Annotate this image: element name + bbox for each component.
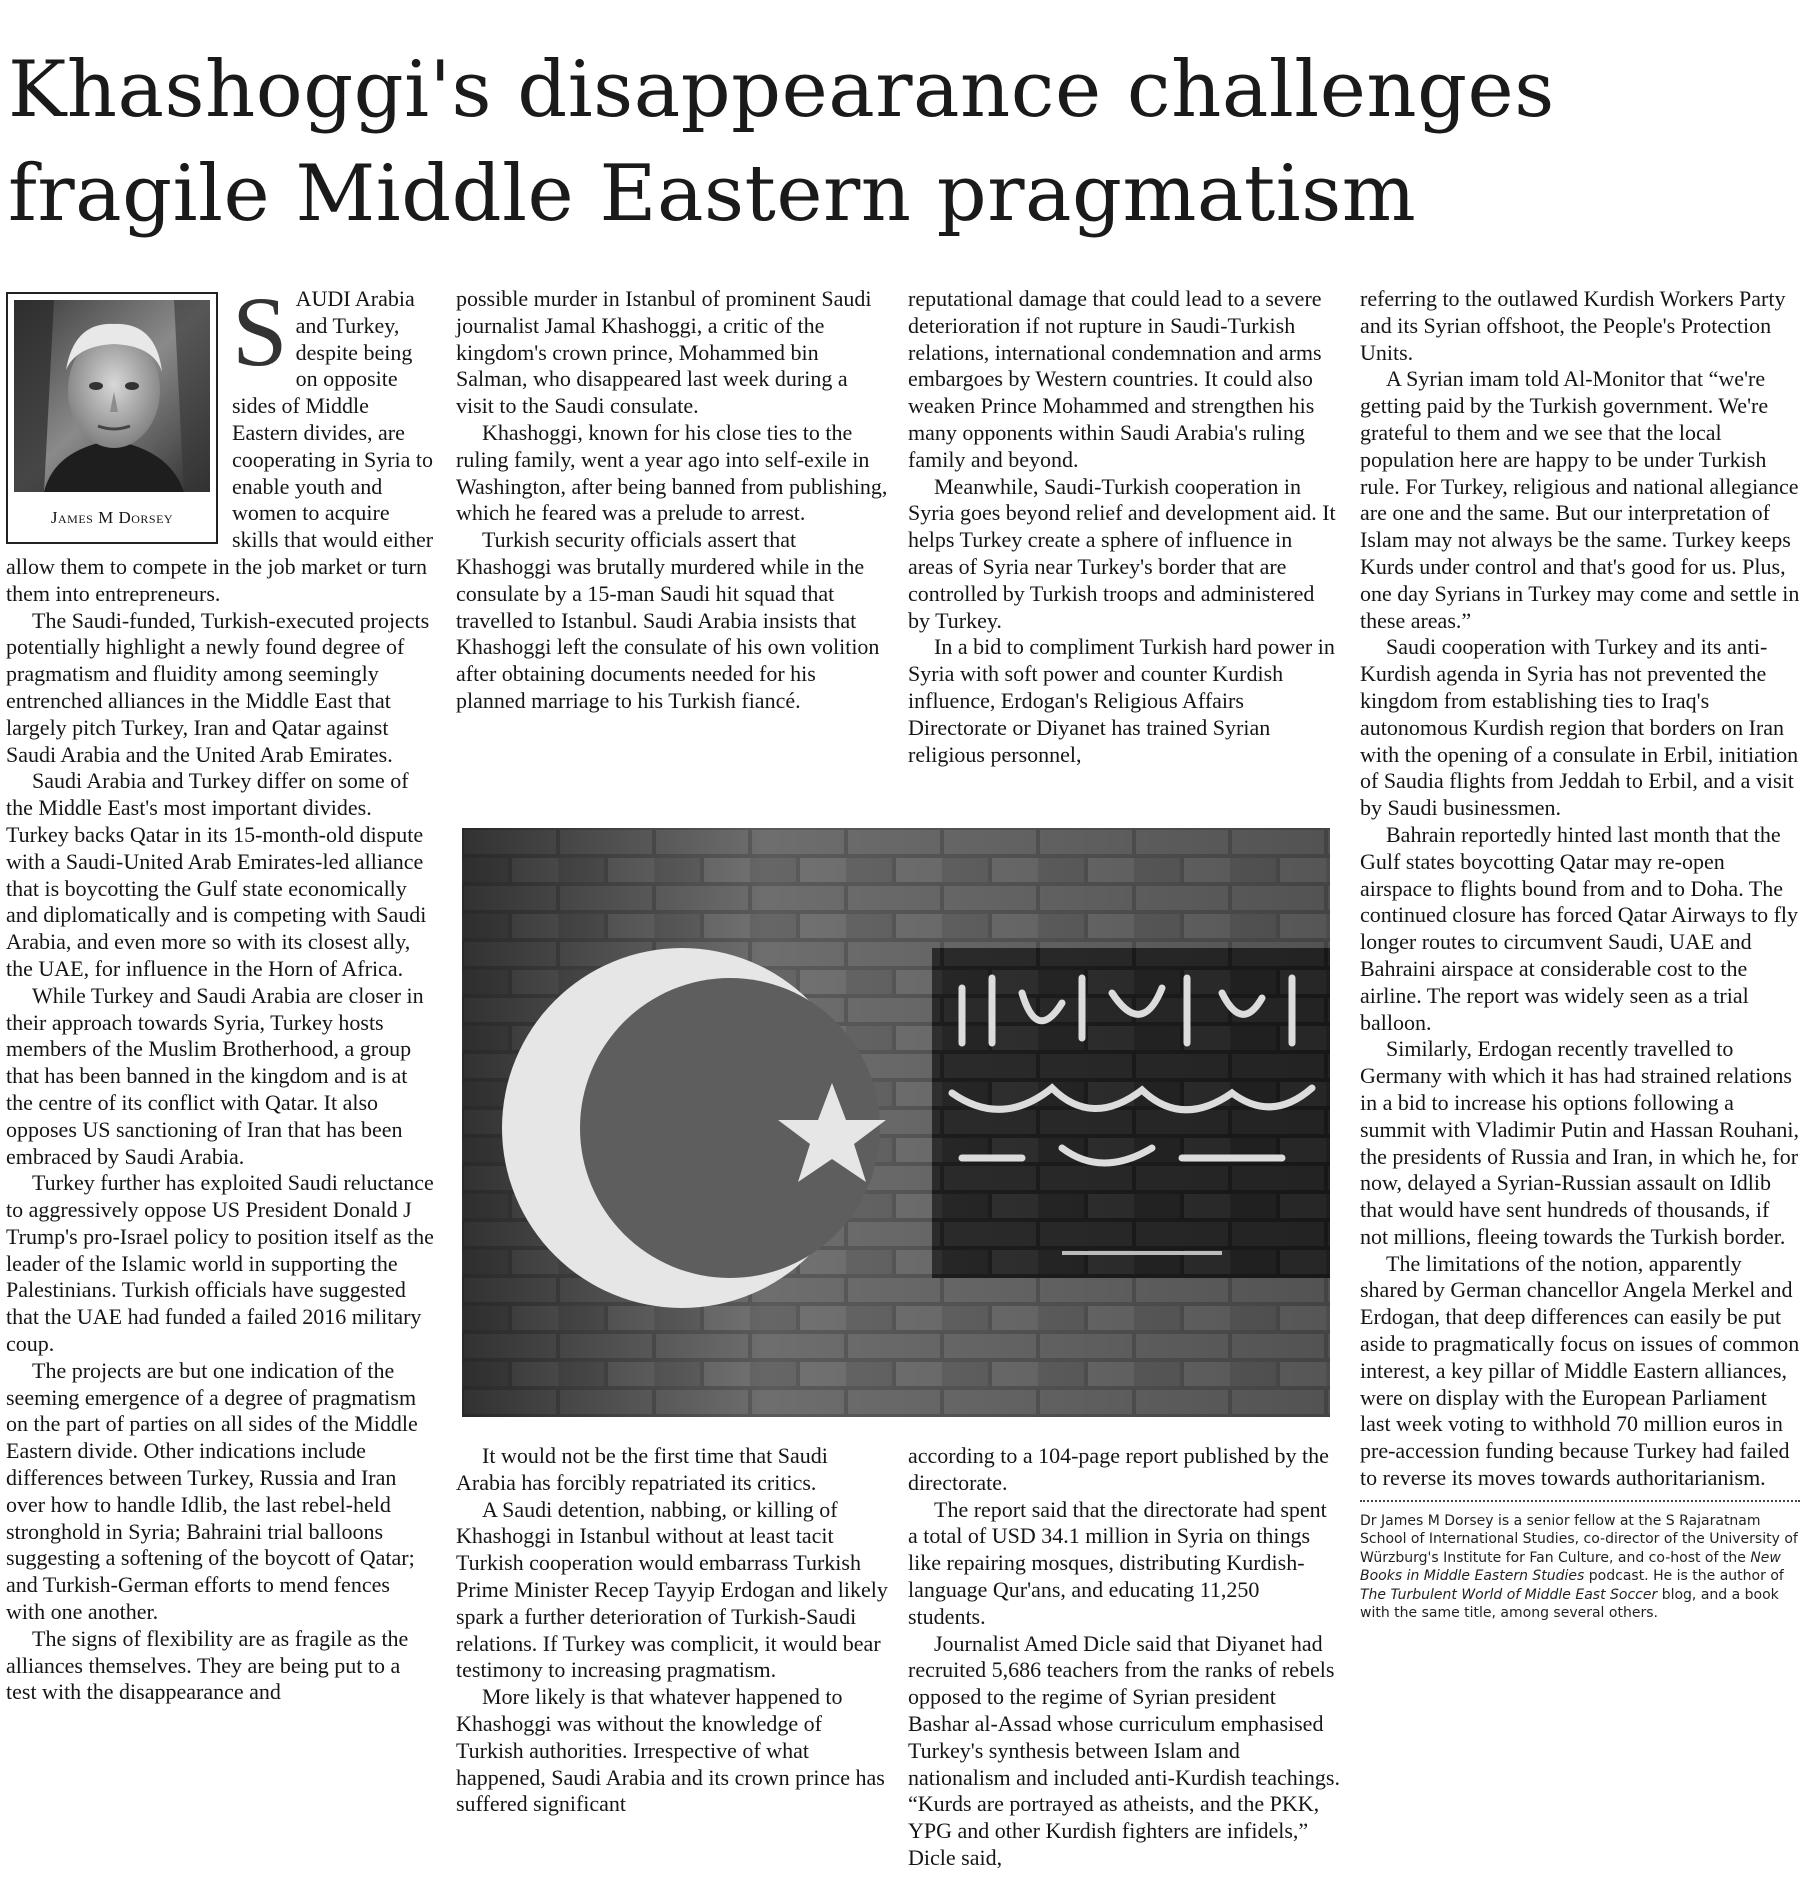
author-portrait <box>14 300 210 492</box>
paragraph: Bahrain reportedly hinted last month that the Gulf states boycotting Qatar may re-open airspace to flights bound from and to Doha. The continued closure has forced Qatar Airways to fly longer routes to circumvent Saudi, UAE and Bahraini airspace at considerable cost to the airline. The report was widely seen as a trial balloon. <box>1360 821 1799 1035</box>
paragraph: according to a 104-page report published by the directorate. <box>908 1443 1329 1495</box>
author-bio <box>1360 1512 1800 1623</box>
headline-line-1: Khashoggi's disappearance challenges <box>8 45 1555 135</box>
headline <box>8 38 1808 246</box>
flag-wall-image <box>462 828 1330 1417</box>
paragraph: While Turkey and Saudi Arabia are closer in their approach towards Syria, Turkey hosts members of the Muslim Brotherhood, a group that has been banned in the kingdom and is at the centre of its conflict with Qatar. It also opposes US sanctioning of Iran that has been embraced by Saudi Arabia. <box>6 982 424 1169</box>
paragraph: Similarly, Erdogan recently travelled to Germany with which it has had strained relations in a bid to increase his options following a summit with Vladimir Putin and Hassan Rouhani, the presidents of Russia and Iran, in which he, for now, delayed a Syrian-Russian assault on Idlib that would have sent hundreds of thousands, if not millions, fleeing towards the Turkish border. <box>1360 1036 1799 1249</box>
headline-line-2: fragile Middle Eastern pragmatism <box>8 149 1417 239</box>
author-portrait-image <box>14 300 210 492</box>
paragraph: Saudi Arabia and Turkey differ on some of the Middle East's most important divides. Turkey backs Qatar in its 15-month-old dispute with a Saudi-United Arab Emirates-led alliance that is boycotting the Gulf state economically and diplomatically and is competing with Saudi Arabia, and even more so with its closest ally, the UAE, for influence in the Horn of Africa. <box>6 768 427 981</box>
article-column-4 <box>1360 286 1800 1623</box>
paragraph: reputational damage that could lead to a severe deterioration if not rupture in Saudi-Turkish relations, international condemnation and arms embargoes by Western countries. It could also weaken Prince Mohammed and strengthen his many opponents within Saudi Arabia's ruling family and beyond. <box>908 286 1322 472</box>
paragraph: Khashoggi, known for his close ties to the ruling family, went a year ago into self-exile in Washington, after being banned from publishing, which he feared was a prelude to arrest. <box>456 419 888 526</box>
article-column-2-top <box>456 286 888 715</box>
bio-divider <box>1360 1500 1800 1502</box>
paragraph: A Syrian imam told Al-Monitor that “we're getting paid by the Turkish government. We're grateful to them and we see that the local population here are happy to be under Turkish rule. For Turkey, religious and national allegiance are one and the same. But our interpretation of Islam may not always be the same. Turkey keeps Kurds under control and that's good for us. Plus, one day Syrians in Turkey may come and settle in these areas.” <box>1360 366 1800 633</box>
bio-text: Dr James M Dorsey is a senior fellow at the S Rajaratnam School of International Studies, co-director of the University of Würzburg's Institute for Fan Culture, and co-host of the <box>1360 1512 1798 1566</box>
paragraph: possible murder in Istanbul of prominent Saudi journalist Jamal Khashoggi, a critic of the kingdom's crown prince, Mohammed bin Salman, who disappeared last week during a visit to the Saudi consulate. <box>456 286 872 419</box>
paragraph: The signs of flexibility are as fragile as the alliances themselves. They are being put to a test with the disappearance and <box>6 1625 409 1705</box>
paragraph: Journalist Amed Dicle said that Diyanet had recruited 5,686 teachers from the ranks of rebels opposed to the regime of Syrian president Bashar al-Assad whose curriculum emphasised Turkey's synthesis between Islam and nationalism and included anti-Kurdish teachings. “Kurds are portrayed as atheists, and the PKK, YPG and other Kurdish fighters are infidels,” Dicle said, <box>908 1630 1340 1870</box>
paragraph: A Saudi detention, nabbing, or killing of Khashoggi in Istanbul without at least tacit Turkish cooperation would embarrass Turkish Prime Minister Recep Tayyip Erdogan and likely spark a further deterioration of Turkish-Saudi relations. If Turkey was complicit, it would bear testimony to increasing pragmatism. <box>456 1496 888 1683</box>
paragraph: The projects are but one indication of the seeming emergence of a degree of pragmatism on the part of parties on all sides of the Middle Eastern divide. Other indications include differences between Turkey, Russia and Iran over how to handle Idlib, the last rebel-held stronghold in Syria; Bahraini trial balloons suggesting a softening of the boycott of Qatar; and Turkish-German efforts to mend fences with one another. <box>6 1357 418 1625</box>
article-column-3-bottom <box>908 1443 1340 1872</box>
paragraph: The report said that the directorate had spent a total of USD 34.1 million in Syria on things like repairing mosques, distributing Kurdish-language Qur'ans, and educating 11,250 students. <box>908 1496 1327 1629</box>
author-name: James M Dorsey <box>50 508 174 528</box>
bio-text: blog, and a book with the same title, among several others. <box>1360 1586 1779 1622</box>
paragraph: Saudi cooperation with Turkey and its anti-Kurdish agenda in Syria has not prevented the kingdom from establishing ties to Iraq's autonomous Kurdish region that borders on Iran with the opening of a consulate in Erbil, initiation of Saudia flights from Jeddah to Erbil, and a visit by Saudi businessmen. <box>1360 634 1799 821</box>
article-column-2-bottom <box>456 1443 888 1818</box>
paragraph: Meanwhile, Saudi-Turkish cooperation in Syria goes beyond relief and development aid. It helps Turkey create a sphere of influence in areas of Syria near Turkey's border that are controlled by Turkish troops and administered by Turkey. <box>908 473 1336 633</box>
paragraph: Turkey further has exploited Saudi reluctance to aggressively oppose US President Donald J Trump's pro-Israel policy to position itself as the leader of the Islamic world in supporting the Palestinians. Turkish officials have suggested that the UAE had funded a failed 2016 military coup. <box>6 1170 434 1357</box>
bio-text: podcast. He is the author of <box>1584 1568 1784 1585</box>
paragraph: The limitations of the notion, apparently shared by German chancellor Angela Merkel and Erdogan, that deep differences can easily be put aside to pragmatically focus on issues of common interest, a key pillar of Middle Eastern alliances, were on display with the European Parliament last week voting to withhold 70 million euros in pre-accession funding because Turkey had failed to reverse its moves towards authoritarianism. <box>1360 1250 1800 1491</box>
paragraph: It would not be the first time that Saudi Arabia has forcibly repatriated its critics. <box>456 1443 828 1495</box>
drop-cap: S <box>232 276 288 387</box>
paragraph: The Saudi-funded, Turkish-executed projects potentially highlight a newly found degree of pragmatism and fluidity among seemingly entrenched alliances in the Middle East that largely pitch Turkey, Iran and Qatar against Saudi Arabia and the United Arab Emirates. <box>6 607 430 767</box>
article-column-3-top <box>908 286 1340 768</box>
paragraph: AUDI Arabia and Turkey, despite being on opposite sides of Middle Eastern divides, are cooperating in Syria to enable youth and women to acquire skills that would either allow them to compete in the job market or turn them into entrepreneurs. <box>6 286 434 606</box>
paragraph: referring to the outlawed Kurdish Workers Party and its Syrian offshoot, the People's Protection Units. <box>1360 286 1786 365</box>
paragraph: More likely is that whatever happened to Khashoggi was without the knowledge of Turkish authorities. Irrespective of what happened, Saudi Arabia and its crown prince has suffered significant <box>456 1684 885 1817</box>
paragraph: In a bid to compliment Turkish hard power in Syria with soft power and counter Kurdish influence, Erdogan's Religious Affairs Directorate or Diyanet has trained Syrian religious personnel, <box>908 634 1335 767</box>
paragraph: Turkish security officials assert that Khashoggi was brutally murdered while in the consulate by a 15-man Saudi hit squad that travelled to Istanbul. Saudi Arabia insists that Khashoggi left the consulate of his own volition after obtaining documents needed for his planned marriage to his Turkish fiancé. <box>456 527 880 713</box>
author-box <box>6 292 218 544</box>
bio-blog-title: The Turbulent World of Middle East Soccer <box>1360 1586 1658 1603</box>
bio-podcast-title: New Books in Middle Eastern Studies <box>1360 1549 1781 1585</box>
article-column-1 <box>6 276 434 1706</box>
flag-wall-photo <box>462 828 1330 1417</box>
